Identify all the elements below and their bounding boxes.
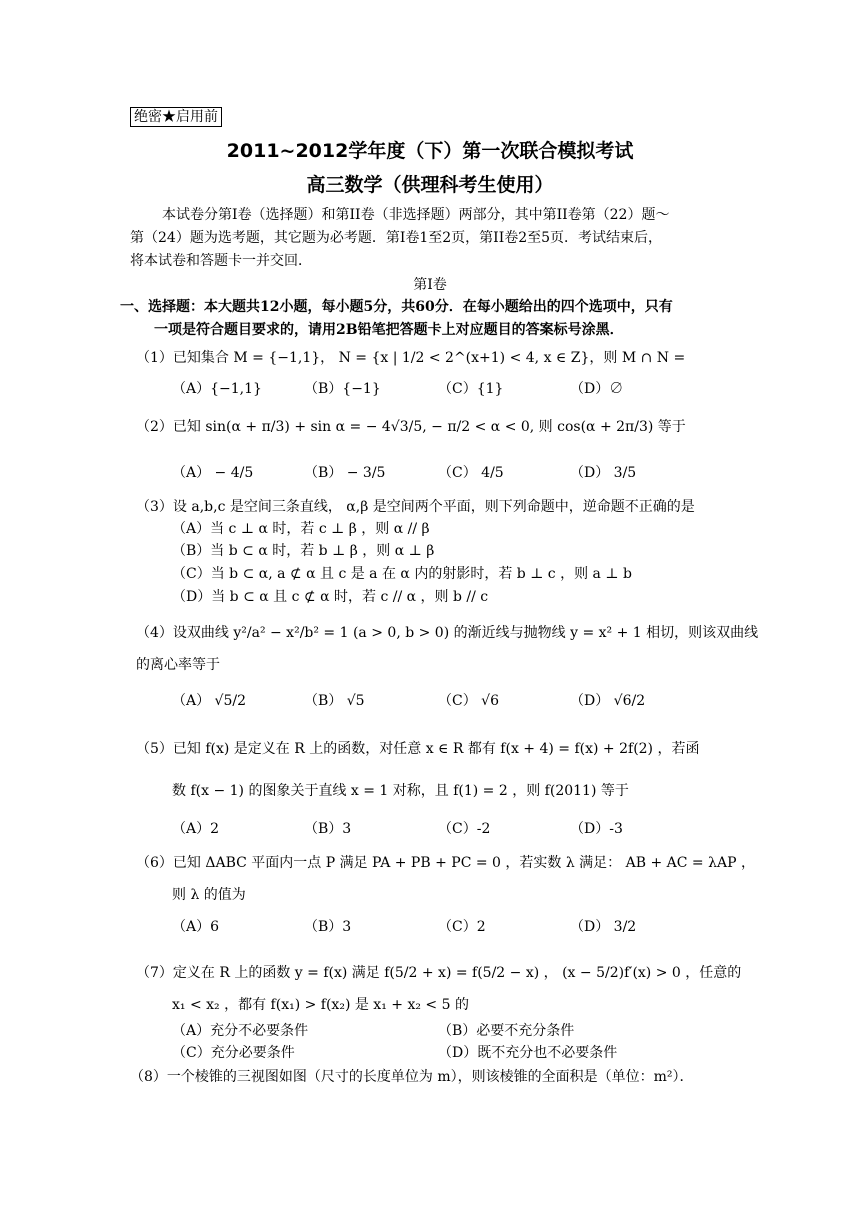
- question-7-stem-line-1: （7）定义在 R 上的函数 y = f(x) 满足 f(5/2 + x) = f(5/2 − x) ， (x − 5/2)f′(x) > 0 ，任意的: [136, 965, 742, 981]
- question-1-option-b: （B）{−1}: [304, 381, 381, 397]
- question-5-option-a: （A）2: [172, 821, 220, 837]
- question-5-stem-line-2: 数 f(x − 1) 的图象关于直线 x = 1 对称，且 f(1) = 2 ，则 f(2011) 等于: [172, 783, 629, 799]
- question-4-option-a: （A） √5/2: [172, 693, 247, 709]
- question-4-stem-line-1: （4）设双曲线 y²/a² − x²/b² = 1 (a > 0, b > 0) 的渐近线与抛物线 y = x² + 1 相切，则该双曲线: [136, 625, 759, 641]
- question-4-stem-line-2: 的离心率等于: [136, 657, 220, 673]
- question-1-option-a: （A）{−1,1}: [172, 381, 262, 397]
- question-2-option-c: （C） 4/5: [438, 465, 504, 481]
- section-heading-line-2: 一项是符合题目要求的，请用2B铅笔把答题卡上对应题目的答案标号涂黑．: [154, 322, 624, 338]
- part-label: 第Ⅰ卷: [413, 277, 447, 293]
- question-2-option-d: （D） 3/5: [570, 465, 637, 481]
- question-1-stem: （1）已知集合 M = {−1,1}， N = {x | 1/2 < 2^(x+1) < 4, x ∈ Z}，则 M ∩ N =: [136, 350, 686, 366]
- question-4-option-d: （D） √6/2: [570, 693, 646, 709]
- question-2-option-b: （B） − 3/5: [304, 465, 386, 481]
- question-3-option-c: （C）当 b ⊂ α, a ⊄ α 且 c 是 a 在 α 内的射影时，若 b ⊥ c ，则 a ⊥ b: [172, 566, 632, 582]
- question-3-stem: （3）设 a,b,c 是空间三条直线， α,β 是空间两个平面，则下列命题中，逆命题不正确的是: [136, 499, 695, 515]
- intro-line-3: 将本试卷和答题卡一并交回．: [130, 253, 312, 269]
- intro-line-2: 第（24）题为选考题，其它题为必考题．第I卷1至2页，第II卷2至5页．考试结束后，: [130, 230, 663, 246]
- question-3-option-a: （A）当 c ⊥ α 时，若 c ⊥ β ，则 α // β: [172, 521, 430, 537]
- question-5-option-d: （D）-3: [570, 821, 623, 837]
- question-1-option-c: （C）{1}: [438, 381, 504, 397]
- question-5-option-c: （C）-2: [438, 821, 491, 837]
- question-1-option-d: （D）∅: [570, 381, 624, 397]
- question-3-option-b: （B）当 b ⊂ α 时，若 b ⊥ β ，则 α ⊥ β: [172, 543, 435, 559]
- question-2-stem: （2）已知 sin(α + π/3) + sin α = − 4√3/5, − π/2 < α < 0, 则 cos(α + 2π/3) 等于: [136, 419, 686, 435]
- question-7-option-b: （B）必要不充分条件: [438, 1023, 575, 1039]
- question-8-stem: （8）一个棱锥的三视图如图（尺寸的长度单位为 m），则该棱锥的全面积是（单位：m²）．: [130, 1069, 694, 1085]
- question-4-option-c: （C） √6: [438, 693, 499, 709]
- confidential-stamp: 绝密★启用前: [130, 107, 222, 127]
- section-heading-line-1: 一、选择题：本大题共12小题，每小题5分，共60分．在每小题给出的四个选项中，只有: [120, 299, 673, 315]
- question-6-option-a: （A）6: [172, 919, 220, 935]
- question-2-option-a: （A） − 4/5: [172, 465, 254, 481]
- question-5-option-b: （B）3: [304, 821, 352, 837]
- exam-title: 2011~2012学年度（下）第一次联合模拟考试: [226, 140, 634, 162]
- exam-subtitle: 高三数学（供理科考生使用）: [306, 174, 554, 196]
- question-7-option-a: （A）充分不必要条件: [172, 1023, 309, 1039]
- question-6-stem-line-1: （6）已知 ΔABC 平面内一点 P 满足 PA + PB + PC = 0 ，若实数 λ 满足： AB + AC = λAP ，: [136, 855, 755, 871]
- question-7-option-d: （D）既不充分也不必要条件: [438, 1045, 618, 1061]
- question-5-stem-line-1: （5）已知 f(x) 是定义在 R 上的函数，对任意 x ∈ R 都有 f(x + 4) = f(x) + 2f(2) ，若函: [136, 741, 700, 757]
- question-3-option-d: （D）当 b ⊂ α 且 c ⊄ α 时，若 c // α ，则 b // c: [172, 589, 489, 605]
- question-7-stem-line-2: x₁ < x₂ ，都有 f(x₁) > f(x₂) 是 x₁ + x₂ < 5 的: [172, 997, 469, 1013]
- question-6-option-c: （C）2: [438, 919, 486, 935]
- question-7-option-c: （C）充分必要条件: [172, 1045, 295, 1061]
- question-6-stem-line-2: 则 λ 的值为: [172, 887, 246, 903]
- question-6-option-b: （B）3: [304, 919, 352, 935]
- intro-line-1: 本试卷分第I卷（选择题）和第II卷（非选择题）两部分，其中第II卷第（22）题～: [162, 207, 670, 223]
- question-6-option-d: （D） 3/2: [570, 919, 637, 935]
- question-4-option-b: （B） √5: [304, 693, 365, 709]
